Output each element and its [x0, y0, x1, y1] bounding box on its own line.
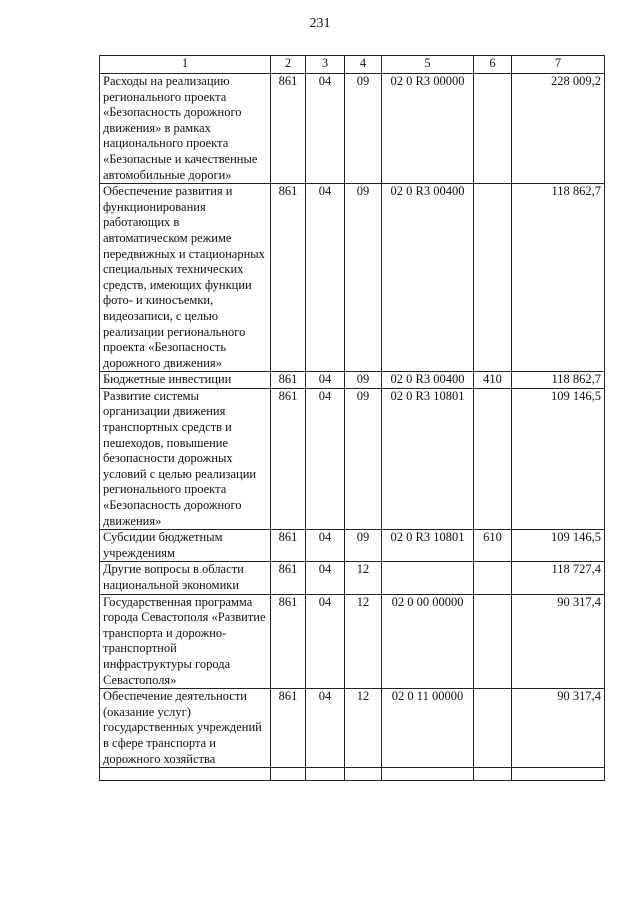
grbs-code: 861 — [271, 388, 306, 529]
column-header: 7 — [512, 56, 605, 74]
target-article-code: 02 0 R3 00400 — [382, 184, 474, 372]
column-header: 6 — [474, 56, 512, 74]
subsection-code: 09 — [345, 184, 382, 372]
grbs-code: 861 — [271, 530, 306, 562]
target-article-code: 02 0 R3 00400 — [382, 372, 474, 389]
subsection-code: 09 — [345, 372, 382, 389]
section-code: 04 — [306, 372, 345, 389]
table-row — [100, 184, 605, 372]
expense-name: Расходы на реализацию регионального проекта «Безопасность дорожного движения» в рамках национального проекта «Безопасные и качественные автомобильные дороги» — [100, 74, 271, 184]
section-code: 04 — [306, 74, 345, 184]
expense-name: Обеспечение развития и функционирования работающих в автоматическом режиме передвижных и стационарных специальных технических средств, имеющих функции фото- и киносъемки, видеозаписи, с целью реализации регионального проекта «Безопасность дорожного движения» — [100, 184, 271, 372]
budget-table — [99, 55, 605, 781]
amount: 90 317,4 — [512, 689, 605, 768]
subsection-code: 09 — [345, 388, 382, 529]
target-article-code — [382, 562, 474, 594]
grbs-code: 861 — [271, 689, 306, 768]
subsection-code: 09 — [345, 530, 382, 562]
section-code: 04 — [306, 562, 345, 594]
section-code: 04 — [306, 184, 345, 372]
table-row — [100, 594, 605, 689]
section-code: 04 — [306, 530, 345, 562]
column-header: 4 — [345, 56, 382, 74]
subsection-code: 12 — [345, 562, 382, 594]
expense-name: Развитие системы организации движения транспортных средств и пешеходов, повышение безопасности дорожных условий с целью реализации регионального проекта «Безопасность дорожного движения» — [100, 388, 271, 529]
expense-type-code: 610 — [474, 530, 512, 562]
table-row — [100, 689, 605, 768]
grbs-code: 861 — [271, 372, 306, 389]
expense-type-code — [474, 388, 512, 529]
expense-name: Бюджетные инвестиции — [100, 372, 271, 389]
section-code: 04 — [306, 388, 345, 529]
expense-name: Обеспечение деятельности (оказание услуг) государственных учреждений в сфере транспорта и дорожного хозяйства — [100, 689, 271, 768]
grbs-code: 861 — [271, 184, 306, 372]
table-header-row — [100, 56, 605, 74]
subsection-code: 12 — [345, 594, 382, 689]
amount: 118 862,7 — [512, 372, 605, 389]
expense-type-code: 410 — [474, 372, 512, 389]
expense-type-code — [474, 184, 512, 372]
expense-type-code — [474, 689, 512, 768]
amount: 228 009,2 — [512, 74, 605, 184]
table-row — [100, 388, 605, 529]
target-article-code: 02 0 R3 00000 — [382, 74, 474, 184]
column-header: 2 — [271, 56, 306, 74]
target-article-code: 02 0 11 00000 — [382, 689, 474, 768]
subsection-code: 09 — [345, 74, 382, 184]
page-number: 231 — [309, 16, 331, 31]
expense-name: Субсидии бюджетным учреждениям — [100, 530, 271, 562]
amount: 90 317,4 — [512, 594, 605, 689]
table-row-spacer — [100, 768, 605, 781]
table-row — [100, 74, 605, 184]
table-row — [100, 562, 605, 594]
target-article-code: 02 0 00 00000 — [382, 594, 474, 689]
table-row — [100, 530, 605, 562]
column-header: 5 — [382, 56, 474, 74]
expense-name: Другие вопросы в области национальной экономики — [100, 562, 271, 594]
target-article-code: 02 0 R3 10801 — [382, 388, 474, 529]
grbs-code: 861 — [271, 74, 306, 184]
expense-type-code — [474, 594, 512, 689]
amount: 118 727,4 — [512, 562, 605, 594]
column-header: 3 — [306, 56, 345, 74]
grbs-code: 861 — [271, 562, 306, 594]
target-article-code: 02 0 R3 10801 — [382, 530, 474, 562]
grbs-code: 861 — [271, 594, 306, 689]
expense-name: Государственная программа города Севастополя «Развитие транспорта и дорожно-транспортной инфраструктуры города Севастополя» — [100, 594, 271, 689]
expense-type-code — [474, 74, 512, 184]
amount: 109 146,5 — [512, 530, 605, 562]
column-header: 1 — [100, 56, 271, 74]
section-code: 04 — [306, 594, 345, 689]
section-code: 04 — [306, 689, 345, 768]
amount: 118 862,7 — [512, 184, 605, 372]
expense-type-code — [474, 562, 512, 594]
table-row — [100, 372, 605, 389]
amount: 109 146,5 — [512, 388, 605, 529]
subsection-code: 12 — [345, 689, 382, 768]
